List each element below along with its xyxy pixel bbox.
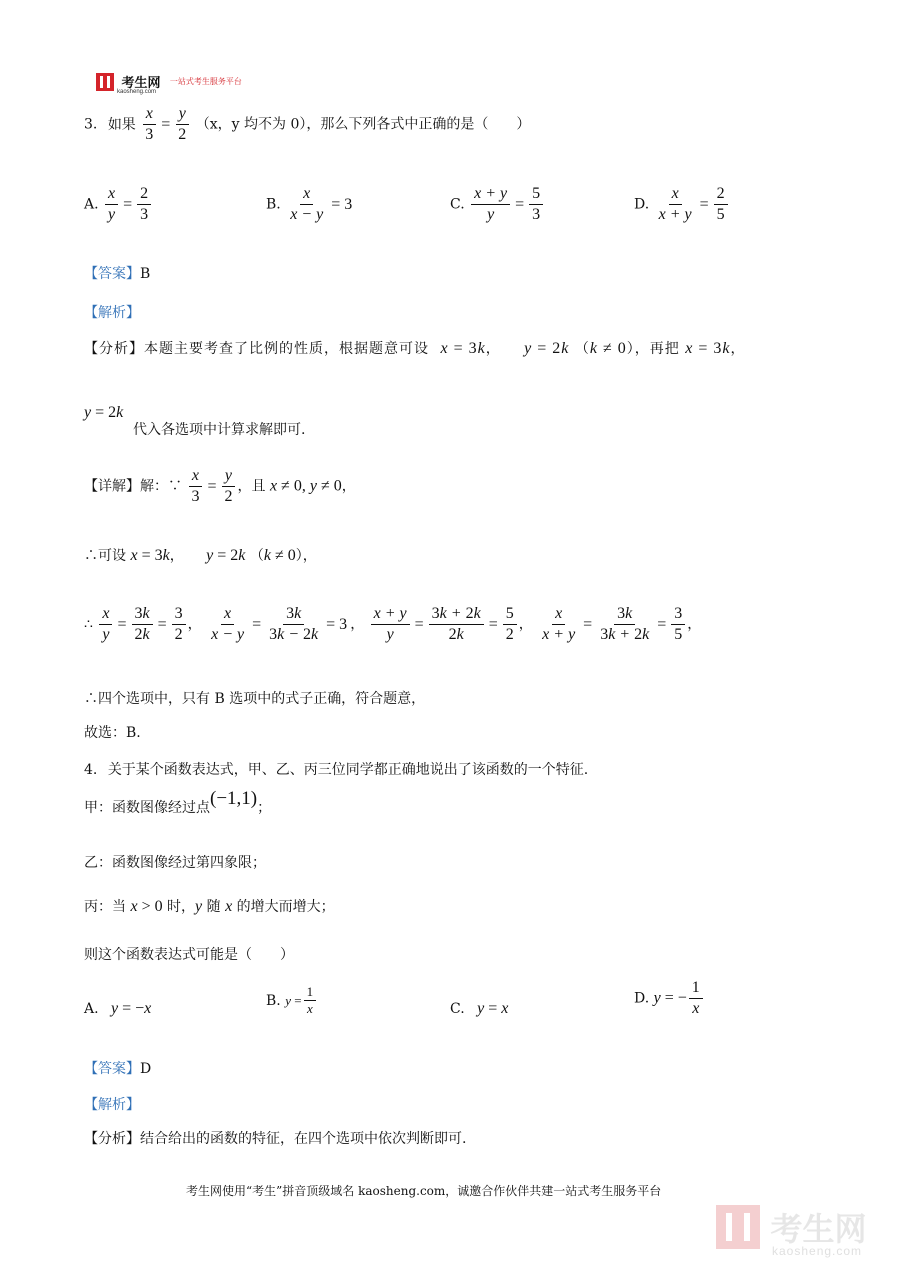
q3-answer: 【答案】B bbox=[84, 266, 151, 282]
q4-analysis: 【分析】结合给出的函数的特征，在四个选项中依次判断即可. bbox=[84, 1131, 467, 1147]
q3-conclusion: ∴四个选项中，只有 B 选项中的式子正确，符合题意， bbox=[84, 691, 426, 707]
q3-jiexi-tag: 【解析】 bbox=[84, 305, 140, 321]
q3-stem: 3. 如果 $\frac{x}{3}$ = $\frac{y}{2}$ （x，y 均不为 0），那么下列各式中正确的是（ ） bbox=[84, 105, 531, 143]
q4-ask: 则这个函数表达式可能是（ ） bbox=[84, 947, 294, 963]
q3-analysis-line2-text: 代入各选项中计算求解即可. bbox=[133, 422, 306, 438]
q3-option-d: D. $\frac{x}{x + y}$ = $\frac{2}{5}$ bbox=[634, 184, 730, 225]
logo-name: 考生网 bbox=[121, 75, 161, 90]
q3-prefix: 如果 bbox=[107, 116, 136, 133]
q4-yi: 乙：函数图像经过第四象限； bbox=[84, 855, 266, 871]
q4-point: (−1,1) bbox=[210, 788, 258, 809]
q4-stem: 4. 关于某个函数表达式，甲、乙、丙三位同学都正确地说出了该函数的一个特征. bbox=[84, 762, 589, 778]
q4-jia: 甲：函数图像经过点(−1,1)； bbox=[84, 788, 272, 816]
q3-analysis: 【分析】本题主要考查了比例的性质，根据题意可设 x = 3k， y = 2k （k ≠ 0），再把 x = 3k， bbox=[84, 340, 746, 357]
q4-bing: 丙：当 x > 0 时，y 随 x 的增大而增大； bbox=[84, 898, 335, 915]
kaosheng-logo-icon bbox=[96, 73, 114, 91]
q3-analysis-line2: y = 2k bbox=[84, 404, 124, 421]
q3-option-c: C. $\frac{x + y}{y}$ = $\frac{5}{3}$ bbox=[450, 184, 545, 225]
q4-option-b: B. y = $\frac{1}{x}$ bbox=[266, 984, 318, 1018]
q3-choose: 故选：B. bbox=[84, 725, 141, 741]
watermark-name: 考生网 bbox=[770, 1211, 867, 1247]
q4-option-c: C. y = x bbox=[450, 1000, 509, 1017]
q3-step2: ∴可设 x = 3k， y = 2k （k ≠ 0）， bbox=[84, 547, 317, 564]
q3-number: 3. bbox=[84, 116, 98, 133]
q3-option-b: B. $\frac{x}{x - y}$ = 3 bbox=[266, 185, 353, 223]
q3-given-rhs: $\frac{y}{2}$ bbox=[175, 104, 189, 145]
q3-given-lhs: $\frac{x}{3}$ bbox=[142, 104, 156, 145]
q3-condition: （x，y 均不为 0），那么下列各式中正确的是（ ） bbox=[195, 116, 531, 133]
q4-number: 4. bbox=[84, 762, 98, 778]
q4-option-d: D. y = − $\frac{1}{x}$ bbox=[634, 978, 705, 1019]
watermark-logo-icon bbox=[716, 1205, 760, 1249]
q3-detail: 【详解】解：∵ $\frac{x}{3}$ = $\frac{y}{2}$ ，且 x ≠ 0, y ≠ 0， bbox=[84, 467, 356, 505]
watermark-domain: kaosheng.com bbox=[772, 1244, 863, 1258]
q4-jiexi-tag: 【解析】 bbox=[84, 1097, 140, 1113]
q4-option-a: A. y = −x bbox=[84, 1000, 152, 1017]
footer-text: 考生网使用“考生”拼音顶级域名 kaosheng.com，诚邀合作伙伴共建一站式考生服务平台 bbox=[186, 1184, 662, 1198]
q3-option-a: A. $\frac{x}{y}$ = $\frac{2}{3}$ bbox=[84, 184, 153, 225]
logo-slogan: 一站式考生服务平台 bbox=[169, 77, 242, 86]
logo-domain: kaosheng.com bbox=[117, 89, 157, 95]
q3-step3: ∴ $\frac{x}{y}$ = $\frac{3k}{2k}$ = $\frac{3}{2}$ ， $\frac{x}{x - y}$ = $\frac{3k}{3k - 2k}$ = 3 ， $\frac{x + y}{y}$ = $\frac{3k + 2k}{2k}$ = $\frac{5}{2}$ ， $\frac{x}{x + y}$ = $\frac{3k}{3k + 2k}$ = $\frac{3}{5}$ ， bbox=[84, 605, 702, 643]
q4-answer: 【答案】D bbox=[84, 1061, 152, 1077]
